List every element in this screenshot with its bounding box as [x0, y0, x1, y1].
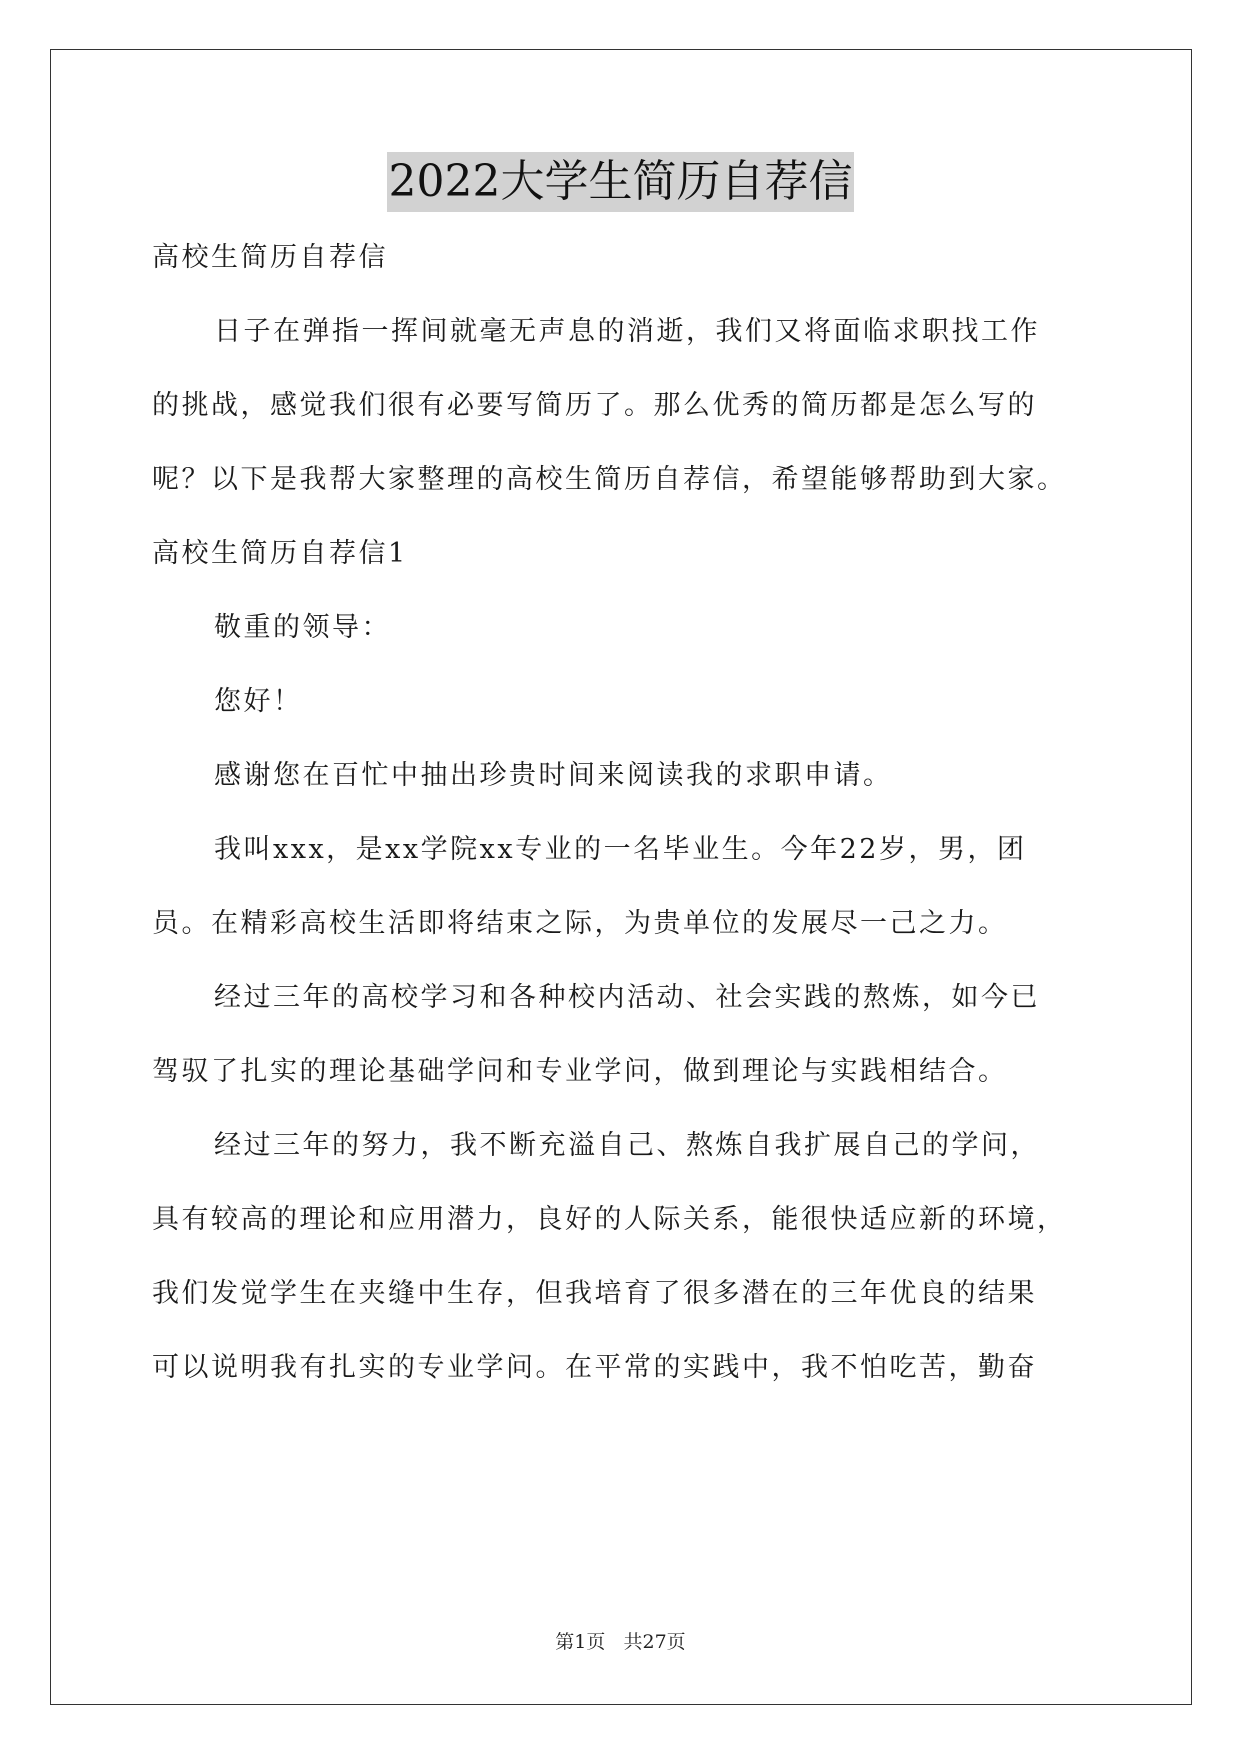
section-heading: 高校生简历自荐信1 [152, 538, 408, 569]
paragraph-line: 感谢您在百忙中抽出珍贵时间来阅读我的求职申请。 [214, 760, 893, 791]
paragraph-line: 呢？以下是我帮大家整理的高校生简历自荐信，希望能够帮助到大家。 [152, 464, 1067, 495]
paragraph-line: 我们发觉学生在夹缝中生存，但我培育了很多潜在的三年优良的结果 [152, 1278, 1037, 1309]
paragraph-line: 日子在弹指一挥间就毫无声息的消逝，我们又将面临求职找工作 [214, 316, 1040, 347]
document-title: 2022大学生简历自荐信 [387, 152, 855, 212]
paragraph-line: 可以说明我有扎实的专业学问。在平常的实践中，我不怕吃苦，勤奋 [152, 1352, 1037, 1383]
paragraph-line: 经过三年的努力，我不断充溢自己、熬炼自我扩展自己的学问， [214, 1130, 1040, 1161]
paragraph-line: 驾驭了扎实的理论基础学问和专业学问，做到理论与实践相结合。 [152, 1056, 1008, 1087]
paragraph-line: 的挑战，感觉我们很有必要写简历了。那么优秀的简历都是怎么写的 [152, 390, 1037, 421]
paragraph-line: 我叫xxx，是xx学院xx专业的一名毕业生。今年22岁，男，团 [214, 834, 1027, 865]
greeting: 您好！ [214, 686, 303, 717]
page-number-footer: 第1页 共27页 [555, 1631, 686, 1653]
title-container [0, 152, 1241, 212]
page-border [50, 49, 1192, 1705]
paragraph-line: 员。在精彩高校生活即将结束之际，为贵单位的发展尽一己之力。 [152, 908, 1008, 939]
paragraph-line: 具有较高的理论和应用潜力，良好的人际关系，能很快适应新的环境， [152, 1204, 1067, 1235]
paragraph-line: 经过三年的高校学习和各种校内活动、社会实践的熬炼，如今已 [214, 982, 1040, 1013]
section-heading: 高校生简历自荐信 [152, 242, 388, 273]
salutation: 敬重的领导： [214, 612, 391, 643]
